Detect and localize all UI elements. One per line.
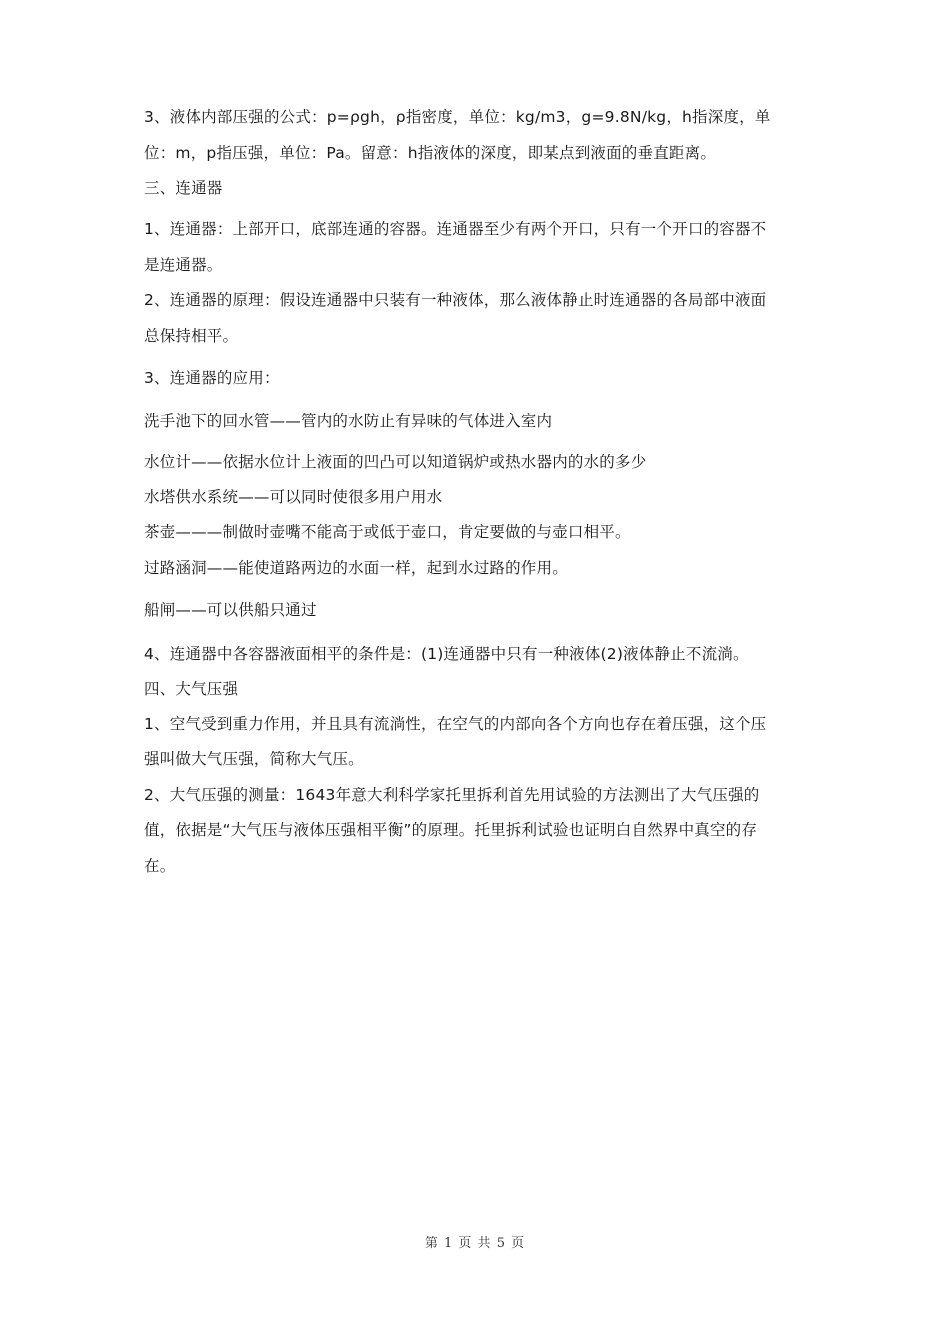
text-line: 在。: [144, 857, 176, 875]
text-line: 4、连通器中各容器液面相平的条件是：(1)连通器中只有一种液体(2)液体静止不流淌。: [144, 645, 749, 663]
text-line: 2、连通器的原理：假设连通器中只装有一种液体，那么液体静止时连通器的各局部中液面: [144, 291, 767, 309]
text-line: 是连通器。: [144, 256, 223, 274]
list-item: 水塔供水系统——可以同时使很多用户用水: [144, 488, 443, 506]
text-line: 位：m，p指压强，单位：Pa。留意：h指液体的深度，即某点到液面的垂直距离。: [144, 144, 717, 162]
text-line: 总保持相平。: [144, 327, 239, 345]
text-line: 值，依据是“大气压与液体压强相平衡”的原理。托里拆利试验也证明白自然界中真空的存: [144, 821, 758, 839]
text-line: 强叫做大气压强，简称大气压。: [144, 750, 364, 768]
list-item: 洗手池下的回水管——管内的水防止有异味的气体进入室内: [144, 412, 553, 430]
list-item: 茶壶———制做时壶嘴不能高于或低于壶口，肯定要做的与壶口相平。: [144, 523, 631, 541]
section-heading: 三、连通器: [144, 179, 223, 197]
section-heading: 四、大气压强: [144, 680, 239, 698]
text-line: 3、液体内部压强的公式：p=ρgh，ρ指密度，单位：kg/m3，g=9.8N/kg，h指深度，单: [144, 108, 771, 126]
text-line: 3、连通器的应用：: [144, 369, 280, 387]
list-item: 过路涵洞——能使道路两边的水面一样，起到水过路的作用。: [144, 559, 568, 577]
text-line: 1、连通器：上部开口，底部连通的容器。连通器至少有两个开口，只有一个开口的容器不: [144, 220, 767, 238]
list-item: 船闸——可以供船只通过: [144, 601, 317, 619]
text-line: 1、空气受到重力作用，并且具有流淌性，在空气的内部向各个方向也存在着压强，这个压: [144, 715, 767, 733]
list-item: 水位计——依据水位计上液面的凹凸可以知道锅炉或热水器内的水的多少: [144, 453, 647, 471]
page-number-footer: 第 1 页 共 5 页: [424, 1236, 526, 1251]
text-line: 2、大气压强的测量：1643年意大利科学家托里拆利首先用试验的方法测出了大气压强的: [144, 786, 760, 804]
